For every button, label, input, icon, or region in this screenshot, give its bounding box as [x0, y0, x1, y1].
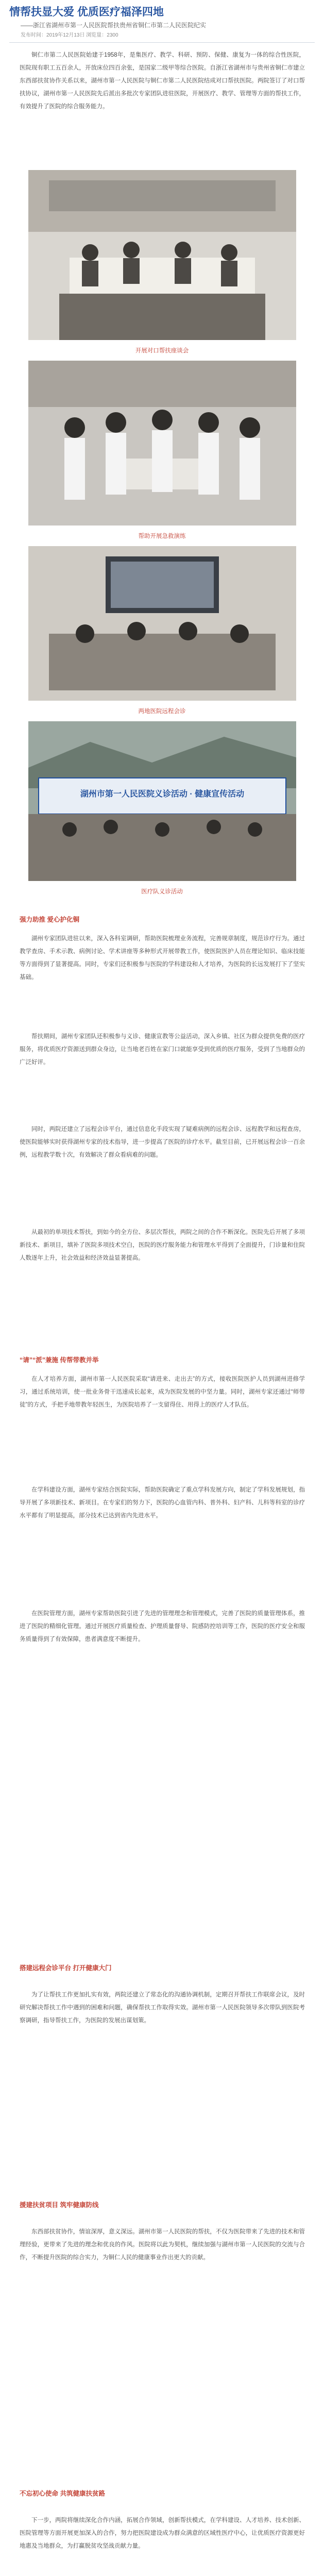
paragraph-8: 在医院管理方面，湖州专家帮助医院引进了先进的管理理念和管理模式，完善了医院的质量管理体系，推进了医院的精细化管理。通过开展医疗质量检查、护理质量督导、院感防控培训等工作，医院的医疗安全和服务质量得到了有效保障，患者满意度不断提升。 — [20, 1611, 305, 1642]
paragraph-11: 下一步，两院将继续深化合作内涵，拓展合作领域，创新帮扶模式，在学科建设、人才培养、技术创新、医院管理等方面开展更加深入的合作，努力把医院建设成为群众满意的区域性医疗中心，让优质医疗资源更好地惠及当地群众，为打赢脱贫攻坚战贡献力量。 — [20, 2517, 305, 2549]
caption-remote-consultation: 两地医院远程会诊 — [138, 708, 186, 715]
paragraph-5: 从最初的单项技术帮扶，到如今的全方位、多层次帮扶，两院之间的合作不断深化。医院先后开展了多项新技术、新项目，填补了医院多项技术空白，医院的医疗服务能力和管理水平得到了全面提升，门诊量和住院人数逐年上升，社会效益和经济效益显著提高。 — [20, 1229, 305, 1261]
section-title-3: 搭建远程会诊平台 打开健康大门 — [20, 1964, 112, 1972]
photo-remote-consultation — [28, 546, 296, 701]
title-divider — [9, 42, 315, 43]
caption-training: 帮助开展急救演练 — [138, 533, 186, 539]
caption-free-clinic: 医疗队义诊活动 — [141, 889, 183, 895]
photo-meeting — [28, 170, 296, 340]
article-meta: 发布时间：2019年12月13日 浏览量：2300 — [21, 32, 118, 38]
paragraph-9: 为了让帮扶工作更加扎实有效，两院还建立了常态化的沟通协调机制，定期召开帮扶工作联席会议，及时研究解决帮扶工作中遇到的困难和问题，确保帮扶工作取得实效。湖州市第一人民医院领导多次带队到医院考察调研，指导帮扶工作，为医院的发展出谋划策。 — [20, 1992, 305, 2024]
paragraph-2: 湖州专家团队进驻以来，深入各科室调研，帮助医院梳理业务流程，完善规章制度，规范诊疗行为。通过教学查房、手术示教、病例讨论、学术讲座等多种形式开展带教工作，使医院医护人员在理论知识、临床技能等方面得到了显著提高。同时，专家们还积极参与医院的学科建设和人才培养，为医院的长远发展打下了坚实基础。 — [20, 936, 305, 980]
paragraph-intro: 铜仁市第二人民医院始建于1958年，是集医疗、教学、科研、预防、保健、康复为一体的综合性医院，医院现有职工五百余人，开放床位四百余张，是国家二级甲等综合医院。自浙江省湖州市与贵州省铜仁市建立东西部扶贫协作关系以来，湖州市第一人民医院与铜仁市第二人民医院结成对口帮扶医院。两院签订了对口帮扶协议，湖州市第一人民医院先后派出多批次专家团队进驻医院，开展医疗、教学、管理等方面的帮扶工作，有效提升了医院的综合服务能力。 — [20, 52, 305, 110]
article-subtitle: ——浙江省湖州市第一人民医院帮扶贵州省铜仁市第二人民医院纪实 — [21, 22, 207, 29]
paragraph-4: 同时，两院还建立了远程会诊平台，通过信息化手段实现了疑难病例的远程会诊、远程教学和远程查房，使医院能够实时获得湖州专家的技术指导，进一步提高了医院的诊疗水平。截至目前，已开展远程会诊一百余例，远程教学数十次，有效解决了群众看病难的问题。 — [20, 1126, 305, 1158]
paragraph-7: 在学科建设方面，湖州专家结合医院实际，帮助医院确定了重点学科发展方向，制定了学科发展规划，指导开展了多项新技术、新项目。在专家们的努力下，医院的心血管内科、普外科、妇产科、儿科等科室的诊疗水平都有了明显提高，部分技术已达到省内先进水平。 — [20, 1487, 305, 1519]
banner-text: 湖州市第一人民医院义诊活动 · 健康宣传活动 — [80, 790, 245, 799]
section-title-1: 强力助推 爱心护化铜 — [20, 916, 79, 923]
section-title-5: 不忘初心使命 共筑健康扶贫路 — [20, 2490, 105, 2497]
article-title: 情帮扶显大爱 优质医疗福泽四地 — [9, 6, 164, 18]
section-title-4: 援建扶贫项目 筑牢健康防线 — [20, 2201, 99, 2209]
paragraph-3: 帮扶期间，湖州专家团队还积极参与义诊、健康宣教等公益活动，深入乡镇、社区为群众提供免费的医疗服务，将优质医疗资源送到群众身边，让当地老百姓在家门口就能享受到优质的医疗服务，受到了当地群众的广泛好评。 — [20, 1033, 305, 1065]
paragraph-10: 东西部扶贫协作，情谊深厚，意义深远。湖州市第一人民医院的帮扶，不仅为医院带来了先进的技术和管理经验，更带来了先进的理念和优良的作风。医院将以此为契机，继续加强与湖州市第一人民医院的交流与合作，不断提升医院的综合实力，为铜仁人民的健康事业作出更大的贡献。 — [20, 2229, 305, 2261]
caption-meeting: 开展对口帮扶座谈会 — [135, 348, 189, 354]
paragraph-6: 在人才培养方面，湖州市第一人民医院采取“请进来、走出去”的方式，接收医院医护人员到湖州进修学习，通过系统培训，使一批业务骨干迅速成长起来，成为医院发展的中坚力量。同时，湖州专家还通过“师带徒”的方式，手把手地带教年轻医生，为医院培养了一支留得住、用得上的医疗人才队伍。 — [20, 1376, 305, 1408]
photo-training — [28, 361, 296, 526]
section-title-2: “请”“派”兼施 传帮带教并举 — [20, 1357, 99, 1364]
photo-free-clinic — [28, 721, 296, 881]
